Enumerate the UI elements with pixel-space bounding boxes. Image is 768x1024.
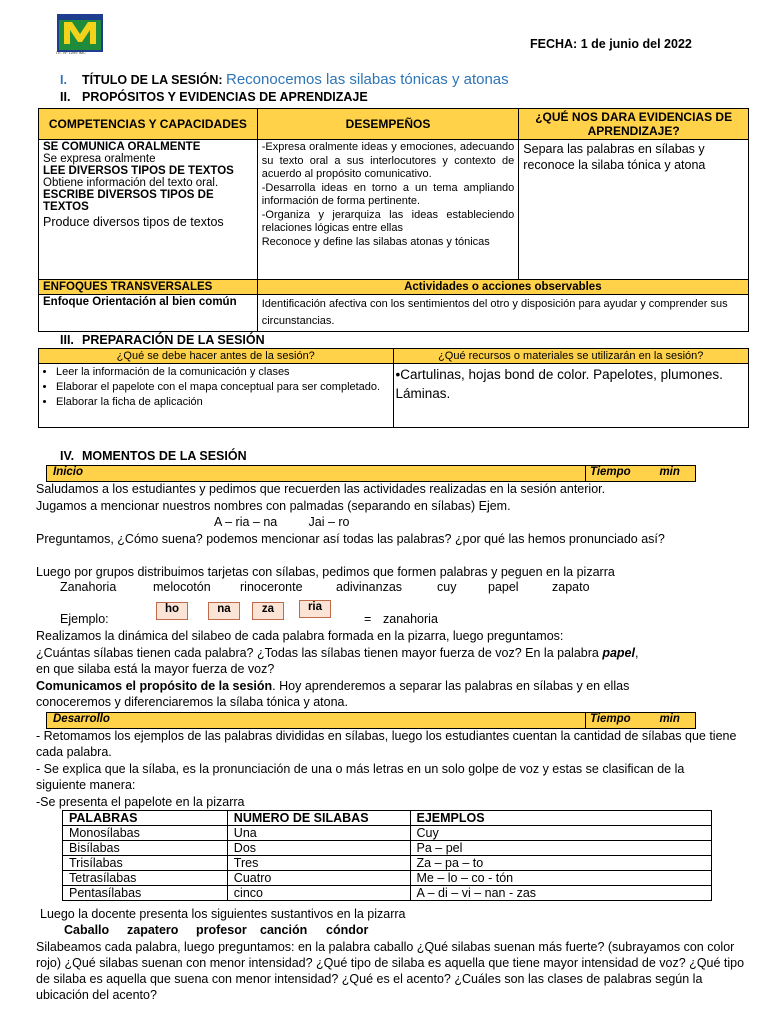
noun-item: cóndor: [326, 923, 369, 937]
table-cell: Pentasílabas: [63, 886, 228, 901]
table-row: [63, 886, 712, 901]
table-cell: Cuy: [410, 826, 711, 841]
desarrollo-bar: [46, 712, 696, 729]
competencia-title: SE COMUNICA ORALMENTE: [43, 141, 201, 153]
word-item: zapato: [552, 580, 590, 594]
noun-item: zapatero: [127, 923, 179, 937]
section-number: IV.: [60, 449, 75, 463]
table-cell: Trisílabas: [63, 856, 228, 871]
table-row: [63, 871, 712, 886]
desarrollo-p3: -Se presenta el papelote en la pizarra: [36, 795, 245, 809]
header-enfoques: ENFOQUES TRANSVERSALES: [39, 280, 258, 295]
antes-list: [43, 365, 389, 410]
syllable-card: za: [252, 602, 284, 620]
word-item: Zanahoria: [60, 580, 117, 594]
date-line: [530, 37, 692, 51]
table-cell: Tetrasílabas: [63, 871, 228, 886]
noun-item: Caballo: [64, 923, 110, 937]
section-title-row: I. TÍTULO DE LA SESIÓN: Reconocemos las silabas tónicas y atonas: [60, 71, 509, 88]
table-cell: Pa – pel: [410, 841, 711, 856]
table-cell: Dos: [227, 841, 410, 856]
desarrollo-p4: Luego la docente presenta los siguientes sustantivos en la pizarra: [40, 907, 406, 921]
inicio-p2: Jugamos a mencionar nuestros nombres con palmadas (separando en sílabas) Ejem.: [36, 499, 511, 513]
table-cell: A – di – vi – nan - zas: [410, 886, 711, 901]
desarrollo-label: Desarrollo: [53, 713, 110, 725]
date-label: FECHA:: [530, 37, 578, 51]
actividad-cell: Identificación afectiva con los sentimientos del otro y disposición para ayudar y comprender sus circunstancias.: [257, 295, 748, 332]
bullet-icon: •: [395, 367, 401, 382]
section-label: PROPÓSITOS Y EVIDENCIAS DE APRENDIZAJE: [82, 90, 368, 104]
desarrollo-p5: Silabeamos cada palabra, luego preguntamos: en la palabra caballo ¿Qué silabas suenan más fuerte? (subrayamos con color rojo) ¿Qué silabas suenan con menor intensidad? ¿Qué tipo de silaba es aquella que tiene mayor intensidad de voz? ¿Qué tipo de silaba es aquella que suena con menor intensidad? ¿Qué es el acento? ¿Cuáles son las clases de palabras según la ubicación del acento?: [36, 940, 745, 1002]
enfoque-cell: Enfoque Orientación al bien común: [39, 295, 258, 332]
school-logo: [57, 14, 103, 52]
noun-item: canción: [260, 923, 308, 937]
evidencias-cell: Separa las palabras en sílabas y reconoce la silaba tónica y atona: [519, 140, 749, 280]
antes-cell: [39, 364, 394, 428]
purpose-statement: Comunicamos el propósito de la sesión: [36, 679, 273, 693]
desarrollo-p1: - Retomamos los ejemplos de las palabras divididas en sílabas, luego los estudiantes cuentan la cantidad de sílabas que tiene cada palabra.: [36, 729, 737, 759]
section-number: III.: [60, 333, 74, 347]
inicio-p5: Realizamos la dinámica del silabeo de cada palabra formada en la pizarra, luego preguntamos:: [36, 629, 564, 643]
word-item: melocotón: [153, 580, 211, 594]
recursos-cell: [393, 364, 749, 428]
desempeno-item: -Expresa oralmente ideas y emociones, adecuando su texto oral a sus interlocutores y contexto de acuerdo al propósito comunicativo.: [261, 141, 515, 180]
equals-sign: =: [364, 612, 372, 626]
word-item: rinoceronte: [240, 580, 303, 594]
table-cell: Una: [227, 826, 410, 841]
syllables-table: [62, 810, 712, 901]
recursos-text: Cartulinas, hojas bond de color. Papelotes, plumones. Láminas.: [395, 367, 723, 401]
header-desempenos: DESEMPEÑOS: [257, 109, 519, 140]
competencias-cell: [39, 140, 258, 280]
header-competencias: COMPETENCIAS Y CAPACIDADES: [39, 109, 258, 140]
competencia-title: LEE DIVERSOS TIPOS DE TEXTOS: [43, 165, 234, 177]
date-value: 1 de junio del 2022: [580, 37, 692, 51]
table-cell: Monosílabas: [63, 826, 228, 841]
table-cell: Me – lo – co - tón: [410, 871, 711, 886]
desempeno-item: -Organiza y jerarquiza las ideas estableciendo relaciones lógicas entre ellas: [261, 208, 515, 234]
section-number: II.: [60, 90, 71, 104]
desempenos-cell: [257, 140, 519, 280]
table-cell: Tres: [227, 856, 410, 871]
syllable-card: ria: [299, 600, 331, 618]
word-item: papel: [488, 580, 519, 594]
word-item: adivinanzas: [336, 580, 403, 594]
section-preparation-heading: [60, 333, 265, 347]
col-header: PALABRAS: [63, 811, 228, 826]
antes-item: • Elaborar el papelote con el mapa conceptual para ser completado.: [56, 380, 389, 395]
header-actividades: Actividades o acciones observables: [257, 280, 748, 295]
section-moments-heading: [60, 449, 247, 463]
desarrollo-p2: - Se explica que la sílaba, es la pronunciación de una o más letras en un solo golpe de voz y estas se clasifican de la siguiente manera:: [36, 762, 685, 792]
table-cell: Za – pa – to: [410, 856, 711, 871]
inicio-label: Inicio: [53, 466, 84, 478]
emphasis-word: papel: [602, 646, 635, 660]
antes-item: • Leer la información de la comunicación y clases: [56, 365, 389, 380]
syllable-card: na: [208, 602, 240, 620]
name-examples: [214, 514, 514, 530]
header-recursos: ¿Qué recursos o materiales se utilizarán en la sesión?: [393, 349, 749, 364]
example-name: Jai – ro: [308, 515, 350, 529]
desempeno-item: Reconoce y define las silabas atonas y tónicas: [261, 235, 490, 248]
ejemplo-label: Ejemplo:: [60, 612, 109, 626]
table-cell: Bisílabas: [63, 841, 228, 856]
section-purposes-heading: [60, 90, 368, 104]
result-word: zanahoria: [383, 612, 438, 626]
col-header: NUMERO DE SILABAS: [227, 811, 410, 826]
tiempo-label: Tiempo min: [585, 466, 680, 481]
capacidad-text: Se expresa oralmente: [43, 153, 156, 165]
inicio-p4: Luego por grupos distribuimos tarjetas con sílabas, pedimos que formen palabras y peguen en la pizarra: [36, 565, 615, 579]
antes-item: • Elaborar la ficha de aplicación: [56, 395, 389, 410]
table-cell: cinco: [227, 886, 410, 901]
section-label: MOMENTOS DE LA SESIÓN: [82, 449, 247, 463]
section-label: PREPARACIÓN DE LA SESIÓN: [82, 333, 265, 347]
capacidad-text: Obtiene información del texto oral.: [43, 177, 219, 189]
word-item: cuy: [437, 580, 457, 594]
header-evidencias: ¿QUÉ NOS DARA EVIDENCIAS DE APRENDIZAJE?: [519, 109, 749, 140]
header-antes: ¿Qué se debe hacer antes de la sesión?: [39, 349, 394, 364]
section-number: I.: [60, 73, 67, 87]
tiempo-label: Tiempo min: [585, 713, 680, 728]
preparation-table: [38, 348, 749, 428]
purposes-table: [38, 108, 749, 332]
logo-label: I.E. Nº 1099 IMC: [56, 50, 86, 55]
noun-item: profesor: [196, 923, 247, 937]
section-label: TÍTULO DE LA SESIÓN: [82, 73, 219, 87]
inicio-p1: Saludamos a los estudiantes y pedimos que recuerden las actividades realizadas en la sesión anterior.: [36, 482, 606, 496]
capacidad-text: Produce diversos tipos de textos: [43, 215, 224, 229]
table-row: [63, 826, 712, 841]
syllable-card: ho: [156, 602, 188, 620]
inicio-p6: ¿Cuántas sílabas tienen cada palabra? ¿Todas las sílabas tienen mayor fuerza de voz? En la palabra papel, en que silaba está la mayor fuerza de voz?: [36, 646, 639, 676]
table-cell: Cuatro: [227, 871, 410, 886]
col-header: EJEMPLOS: [410, 811, 711, 826]
competencia-title: ESCRIBE DIVERSOS TIPOS DE TEXTOS: [43, 189, 214, 213]
inicio-p7: Comunicamos el propósito de la sesión. Hoy aprenderemos a separar las palabras en sílabas y en ellas conoceremos y diferenciaremos la sílaba tónica y atona.: [36, 679, 630, 709]
example-name: A – ria – na: [214, 515, 278, 529]
inicio-p3: Preguntamos, ¿Cómo suena? podemos mencionar así todas las palabras? ¿por qué las hemos pronunciado así?: [36, 532, 665, 546]
table-row: [63, 841, 712, 856]
table-row: [63, 856, 712, 871]
desempeno-item: -Desarrolla ideas en torno a un tema ampliando información de forma pertinente.: [261, 181, 515, 207]
session-title: Reconocemos las silabas tónicas y atonas: [226, 71, 509, 88]
inicio-bar: [46, 465, 696, 482]
